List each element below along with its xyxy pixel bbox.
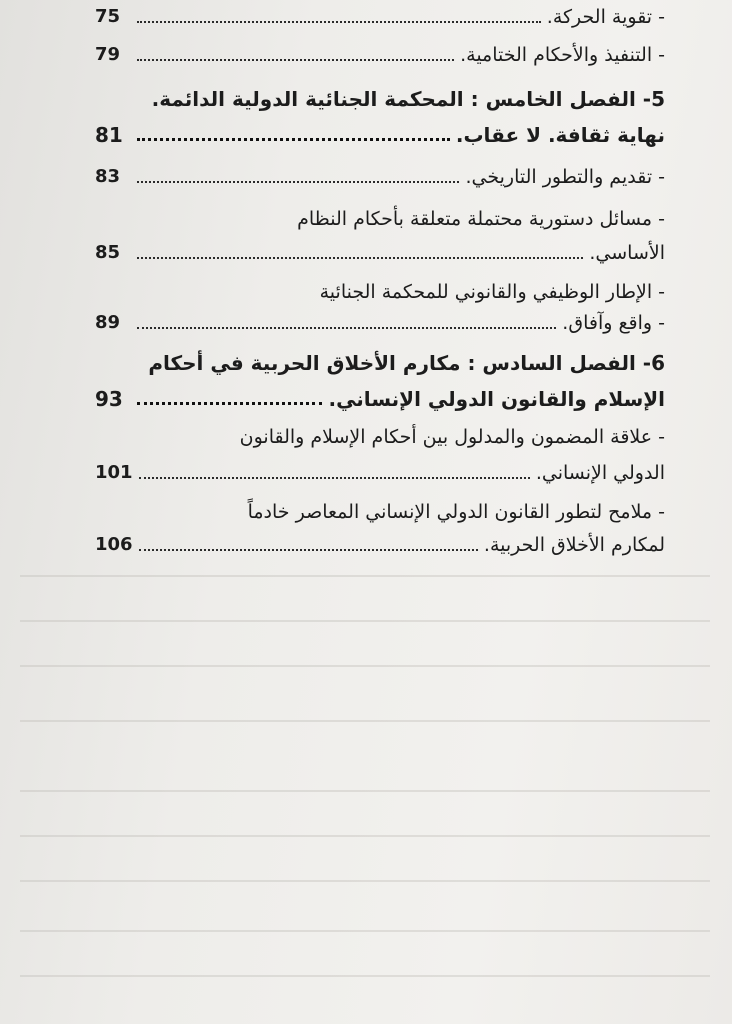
bleed-through-line [20, 665, 710, 667]
dot-leader [137, 257, 583, 259]
toc-page-number: 81 [95, 123, 123, 147]
bleed-through-line [20, 790, 710, 792]
toc-entry-text: - تقوية الحركة. [546, 6, 665, 28]
toc-page-number: 75 [95, 6, 121, 27]
toc-page-number: 83 [95, 166, 121, 187]
toc-line [95, 0, 665, 30]
dot-leader [137, 327, 556, 329]
dot-leader [139, 549, 478, 551]
dot-leader [137, 59, 454, 61]
toc-line [95, 372, 665, 412]
toc-chapter-heading [95, 336, 665, 376]
toc-entry-text: الإسلام والقانون الدولي الإنساني. [328, 387, 665, 411]
bleed-through-line [20, 835, 710, 837]
toc-page-number: 93 [95, 387, 123, 411]
bleed-through-line [20, 720, 710, 722]
dot-leader [137, 21, 541, 23]
toc-entry-text: - الإطار الوظيفي والقانوني للمحكمة الجنائية [319, 281, 665, 303]
dot-leader [137, 138, 450, 141]
toc-entry-text: - تقديم والتطور التاريخي. [465, 166, 665, 188]
toc-page-number: 85 [95, 242, 121, 263]
toc-page-number: 79 [95, 44, 121, 65]
toc-line [95, 108, 665, 148]
toc-line [95, 518, 665, 558]
toc-entry-text: - مسائل دستورية محتملة متعلقة بأحكام النظام [297, 208, 665, 230]
toc-entry-text: - واقع وآفاق. [562, 312, 665, 334]
toc-entry-text: 5- الفصل الخامس : المحكمة الجنائية الدولية الدائمة. [151, 87, 665, 111]
toc-entry-text: 6- الفصل السادس : مكارم الأخلاق الحربية في أحكام [148, 351, 665, 375]
toc-entry-text: نهاية ثقافة. لا عقاب. [455, 123, 665, 147]
toc-line [95, 446, 665, 486]
dot-leader [137, 181, 459, 183]
toc-line [95, 226, 665, 266]
toc-entry-text: - ملامح لتطور القانون الدولي الإنساني المعاصر خادماً [247, 501, 665, 523]
dot-leader [139, 477, 530, 479]
dot-leader [137, 402, 322, 405]
toc-line [95, 296, 665, 336]
toc-entry-text: الدولي الإنساني. [535, 462, 665, 484]
toc-line [95, 150, 665, 190]
toc-page-number: 101 [95, 462, 133, 483]
toc-line [95, 410, 665, 450]
toc-entry-text: - علاقة المضمون والمدلول بين أحكام الإسلام والقانون [239, 426, 665, 448]
toc-entry-text: لمكارم الأخلاق الحربية. [483, 534, 665, 556]
toc-page-number: 106 [95, 534, 133, 555]
bleed-through-line [20, 880, 710, 882]
bleed-through-line [20, 930, 710, 932]
bleed-through-line [20, 620, 710, 622]
toc-page-number: 89 [95, 312, 121, 333]
bleed-through-line [20, 575, 710, 577]
toc-entry-text: الأساسي. [589, 242, 665, 264]
toc-entry-text: - التنفيذ والأحكام الختامية. [460, 44, 665, 66]
toc-line [95, 28, 665, 68]
toc-chapter-heading [95, 72, 665, 112]
bleed-through-line [20, 975, 710, 977]
